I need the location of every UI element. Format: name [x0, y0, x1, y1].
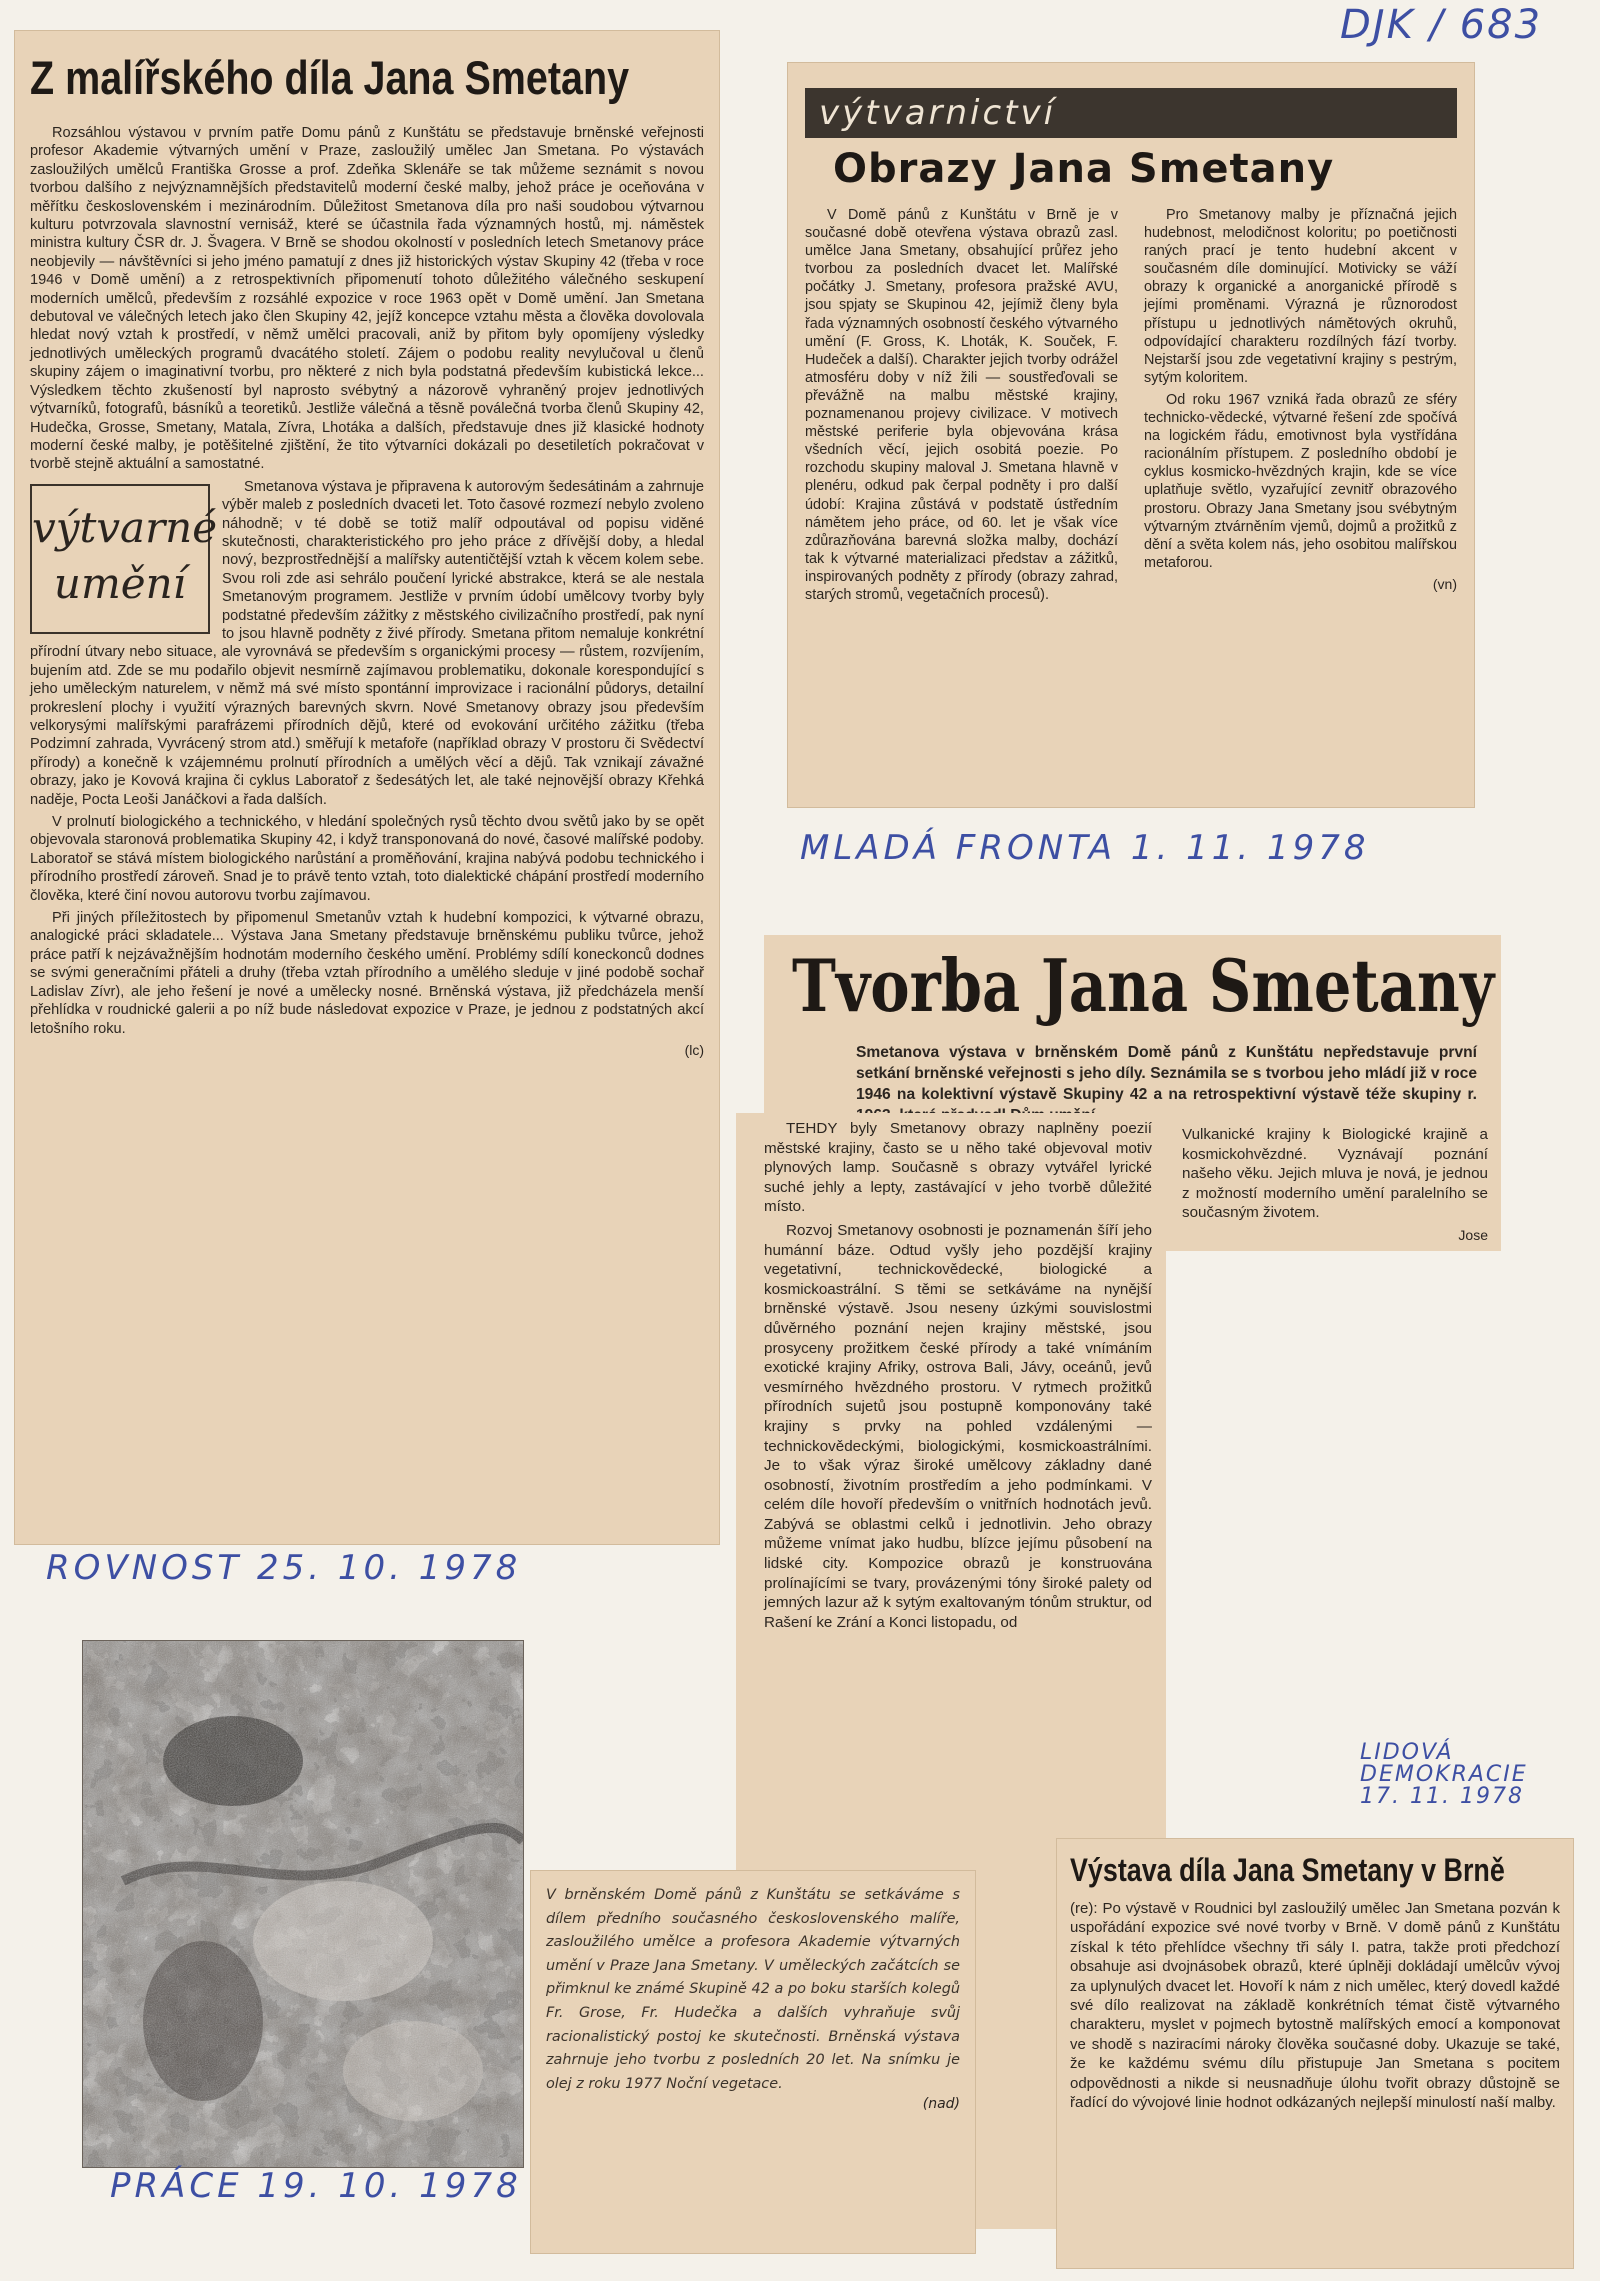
article-columns	[805, 206, 1457, 604]
painting-image	[83, 1641, 523, 2167]
clipping-vystava-v-brne	[1056, 1838, 1574, 2269]
painting-photo	[82, 1640, 524, 2168]
clipping-title: Tvorba Jana Smetany	[792, 943, 1495, 1028]
article-paragraph: V prolnutí biologického a technického, v hledání společných rysů těchto dvou světů jako by se opět objevovala staronová problematika Skupiny 42, i když transponovaná do nové, časové malířské podoby. Laboratoř se stává místem biologického narůstání a proměňování, krajina nabývá podobu technického i přírodního prostředí zároveň. Snad je to právě tento vztah, toto dialektické chápání prostředí moderního člověka, které činí novou autorovu tvorbu zajímavou.	[30, 814, 704, 904]
author-signature: (lc)	[684, 1041, 704, 1058]
article-paragraph: Při jiných příležitostech by připomenul Smetanův vztah k hudební kompozici, k výtvarné obrazu, analogické práci skladatele... Výstava Jana Smetany představuje brněnskému publiku tvůrce, jehož práce patří k nejzávažnějším hodnotám moderního českého umění. Problémy sdílí koneckonců dodnes se svými generačními přáteli a druhy (třeba vztah přírodního a umělého sleduje v jiné podobě sochař Ladislav Zívr), ale jeho řešení je nové a umělecky nosné. Brněnská výstava, již předcházela menší přehlídka v roudnické galerii a po níž bude následovat expozice v Praze, je jednou z podstatných akcí letošního roku.	[30, 910, 704, 1037]
article-paragraph: Smetanova výstava je připravena k autorovým šedesátinám a zahrnuje výběr maleb z posledních dvaceti let. Toto časové rozmezí nebylo zvoleno náhodně; v té době se totiž malíř odpoutával od popisu viděné skutečnosti, charakteristického pro jeho práce z dřívější doby, a hledal nový, bezprostřednější a malířsky autentičtější vztah k věcem kolem sebe. Svou roli zde asi sehrálo poučení lyrické abstrakce, která se ale nestala Smetanovým programem. Jestliže v prvním údobí umělcovy tvorby byly podstatné především zážitky z městského civilizačního prostředí, pak nyní to jsou hlavně podněty z živé přírody. Smetana přitom nemaluje konkrétní přírodní útvary nebo situace, ale vyrovnává se především s organickými procesy — růstem, rozvíjením, bujením atd. Zde se mu podařilo objevit nesmírně zajímavou problematiku, dokonale korespondující s jeho uměleckým naturelem, v němž má své místo spontánní improvizace i racionální půdorys, detailní prokreslení plochy i využití výrazných barevných skvrn. Nové Smetanovy obrazy jsou především velkorysými malířskými parafrázemi přírodních dějů, které od evokování určitého zážitku (třeba Podzimní zahrada, Vyvrácený strom atd.) směřují k metafoře (například obrazy V prostoru či Svědectví přírody) a konečně k vzájemnému prolnutí přírodních a umělých věcí a dějů. Tak vznikají závažné obrazy, jako je Kovová krajina či cyklus Laboratoř z šedesátých let, ale také nejnovější obrazy Křehká naděje, Pocta Leoši Janáčkovi a řada dalších.	[30, 478, 704, 808]
article-paragraph: Pro Smetanovy malby je příznačná jejich hudebnost, melodičnost koloritu; po poetičnosti raných prací je tento hudební akcent v současném díle dominující. Motivicky se váží obrazy k organické a anorganické přírodě s jejími proměnami. Výrazná je různorodost přístupu u jednotlivých námětových okruhů, odpovídající charakteru rozdílných fází tvorby. Nejstarší jsou zde vegetativní krajiny s pestrým, sytým koloritem.	[1144, 207, 1457, 386]
article-paragraph: (re): Po výstavě v Roudnici byl zasloužilý umělec Jan Smetana pozván k uspořádání expozice své nové tvorby v Brně. V domě pánů z Kunštátu získal k této přehlídce všechny tři sály I. patra, takže proti předchozí obsahuje asi dvojnásobek obrazů, které úplněji dokládají umělcův vývoj za uplynulých dvacet let. Hovoří k nám z nich umělec, který dovedl každé své dílo realizovat na základě konkrétních témat čistě výtvarného charakteru, myslet v pojmech bytostně malířských emocí a komponovat ve shodě s naziracími nároky člověka současné doby. Ukazuje se také, že ke každému svému dílu přistupuje Jan Smetana s pocitem odpovědnosti a nikde si neusnadňuje úlohu tvořit obrazy důstojně se řadící do vývojové linie hodnot odkázaných nejlepší minulostí naší malby.	[1070, 1900, 1560, 2112]
section-band: výtvarnictví	[805, 88, 1457, 138]
archive-mark: DJK / 683	[1340, 2, 1543, 48]
clipping-title: Z malířského díla Jana Smetany	[30, 51, 630, 104]
article-paragraph: Rozvoj Smetanovy osobnosti je poznamenán šíří jeho humánní báze. Odtud vyšly jeho pozdější krajiny vegetativní, technickovědecké, biologické a kosmickoastrální. S těmi se setkáváme na nynější brněnské výstavě. Jsou neseny úzkými souvislostmi důvěrného poznání nejen krajiny městské, jsou prosyceny prožitkem české přírody a také vnímáním exotické krajiny Afriky, ostrova Bali, Jávy, oceánů, jevů vesmírného hvězdného prostoru. V rytmech prožitků přírodních sujetů jsou postupně komponovány také krajiny s prvky na pohled vzdálenými — technickovědeckými, biologickými, kosmickoastrálními. Je to však výraz široké umělcovy základny dané osobností, životním prostředím a jeho podmínkami. V celém díle hovoří především o vnitřních hodnotách jevů. Zabývá se oblastmi celků i jednotlivin. Jeho obrazy můžeme vnímat jako hudbu, blízce jejímu působení na lidské city. Kompozice obrazů je konstruována prolínajícími se tvary, provázenými tóny široké palety od jemných lazur až k sytým exaltovaným tónům struktur, od Rašení ke Zrání a Konci listopadu, od	[764, 1221, 1152, 1631]
author-signature: (nad)	[922, 2096, 960, 2113]
clipping-rovnost	[14, 30, 720, 1545]
clipping-prace-caption	[530, 1870, 976, 2254]
source-note-lidova-demokracie: LIDOVÁ DEMOKRACIE 17. 11. 1978	[1360, 1740, 1528, 1809]
article-right-column	[1172, 1119, 1498, 1249]
article-paragraph: V Domě pánů z Kunštátu v Brně je v současné době otevřena výstava obrazů zasl. umělce Jana Smetany, obsahující průřez jeho tvorbou za posledních dvacet let. Malířské počátky J. Smetany, profesora pražské AVU, jsou spjaty se Skupinou 42, jejímiž členy byla řada významných osobností českého výtvarného umění (F. Gross, K. Lhoták, K. Souček, F. Hudeček a další). Charakter jejich tvorby odrážel atmosféru doby v níž žili — soustřeďovali se převážně na malbu městské krajiny, poznamenanou projevy civilizace. V motivech městské periferie byla objevována krása všedních věcí, jejich osobitá poezie. Po rozchodu skupiny maloval J. Smetana hlavně v plenéru, odkud pak čerpal podněty i pro další údobí: Krajina zůstává v podstatě ústředním námětem jeho práce, od 60. let je však více zdůrazňována barevná složka malby, dochází tak k výtvarné materializaci představ a zážitků, inspirovaných podněty z přírody (obrazy zahrad, starých stromů, vegetačních procesů).	[805, 207, 1118, 603]
author-signature: Jose	[1458, 1226, 1488, 1243]
article-lead: Smetanova výstava v brněnském Domě pánů z Kunštátu nepředstavuje první setkání brněnské veřejnosti s jeho díly. Seznámila se s tvorbou jeho mládí již v roce 1946 na kolektivní výstavě Skupiny 42 a na retrospektivní výstavě téže skupiny r.	[856, 1044, 1477, 1103]
clipping-title: Obrazy Jana Smetany	[833, 146, 1335, 192]
clipping-mlada-fronta	[787, 62, 1475, 808]
source-note-mlada-fronta: MLADÁ FRONTA 1. 11. 1978	[800, 828, 1370, 868]
article-paragraph: Rozsáhlou výstavou v prvním patře Domu pánů z Kunštátu se představuje brněnské veřejnosti profesor Akademie výtvarných umění v Praze, zasloužilý umělec Jan Smetana. Po výstavách zasloužilých umělců Františka Grosse a prof. Zdeňka Sklenáře se tak můžeme seznámit s novou tvorbou dalšího z nejvýznamnějších představitelů moderní české malby, jehož práce je oceňována v měřítku československém i mezinárodním. Důležitost Smetanova díla pro naši soudobou výtvarnou kulturu potvrzovala slavnostní vernisáž, které se účastnila řada významných hostů, mj. náměstek ministra kultury ČSR dr. J. Švagera. V Brně se shodou okolností v posledních letech Smetanovy práce neobjevily — návštěvníci si jeho jméno pamatují z dnes již historických výstav Skupiny 42 (třeba v roce 1946 v Domě umění) a z retrospektivních připomenutí tohoto důležitého válečného seskupení moderních umělců, především z rozsáhlé expozice v roce 1963 opět v Domě umění. Jan Smetana debutoval ve válečných letech jako člen Skupiny 42, jejíž koncepce vztahu města a člověka dovolovala hledat nový vztah k prostředí, v němž umělci pracovali, aniž by přitom byly opomíjeny výsledky jednotlivých uměleckých programů dvacátého století. Zájem o podobu reality nevylučoval u členů skupiny zájem o imaginativní tvorbu, pro některé z nich byla podstatná především kubistická lekce... Výsledkem těchto zkušeností byl naprosto svébytný a názorově vyhraněný projev jednotlivých výtvarníků, fotografů, básníků a teoretiků. Jestliže válečná a těsně poválečná tvorba členů Skupiny 42, Hudečka, Grosse, Smetany, Matala, Zívra, Lhotáka a dalších, představuje dnes již klasické hodnoty moderní české malby, je potěšitelné zjištění, že tito výtvarníci dokázali po desetiletích pokračovat v tvorbě stejně aktuální a samostatné.	[30, 125, 704, 473]
source-note-prace: PRÁCE 19. 10. 1978	[110, 2166, 522, 2206]
article-paragraph: Vulkanické krajiny k Biologické krajině a kosmickohvězdné. Vyznávají poznání našeho věku. Jejich mluva je nová, je jednou z možností moderního umění paralelního se současným životem.	[1182, 1126, 1488, 1222]
article-paragraph: TEHDY byly Smetanovy obrazy naplněny poezií městské krajiny, často se u něho také objevoval motiv plynových lamp. Současně s obrazy vytvářel lyrické suché jehly a lepty, zastávající v jeho tvorbě důležité místo.	[764, 1120, 1152, 1216]
clipping-title: Výstava díla Jana Smetany v Brně	[1070, 1852, 1505, 1888]
section-stamp-logo: výtvarné umění	[30, 484, 210, 634]
article-paragraph: Od roku 1967 vzniká řada obrazů ze sféry technicko-vědecké, výtvarné řešení zde spočívá na logickém řádu, emotivnost byla vystřídána racionálním přístupem. Z posledního období je cyklus kosmicko-hvězdných krajin, kde se více uplatňuje světlo, vyzařující zevnitř obrazového prostoru. Obrazy Jana Smetany jsou svébytným výtvarným ztvárněním vjemů, dojmů a prožitků z dění a světa kolem nás, jeho osobitou malířskou metaforou.	[1144, 391, 1457, 571]
source-note-rovnost: ROVNOST 25. 10. 1978	[46, 1548, 522, 1588]
author-signature: (vn)	[1432, 575, 1457, 592]
photo-caption: V brněnském Domě pánů z Kunštátu se setkáváme s dílem předního současného československého malíře, zasloužilého umělce a profesora Akademie výtvarných umění v Praze Jana Smetany. V uměleckých začátcích se přimknul ke známé Skupině 42 a po boku starších kolegů Fr. Grose, Fr. Hudečka a dalších vyhraňuje svůj racionalistický postoj ke skutečnosti. Brněnská výstava zahrnuje jeho tvorbu z posledních 20 let. Na snímku je olej z roku 1977 Noční vegetace.	[546, 1887, 960, 2092]
